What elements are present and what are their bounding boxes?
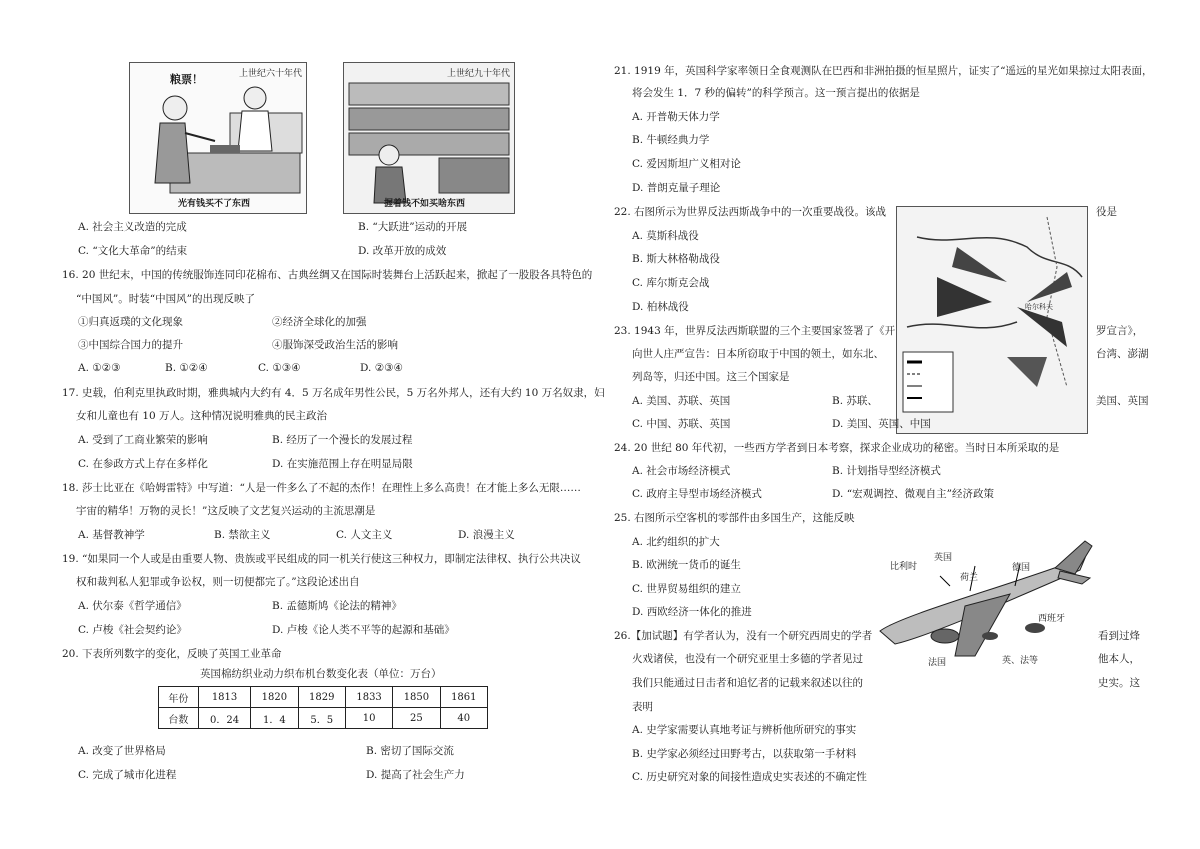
q23-option-d: D. 美国、英国、中国 (832, 418, 931, 430)
q22-option-c: C. 库尔斯克会战 (632, 277, 710, 289)
q23-stem-line3: 列岛等，归还中国。这三个国家是 (632, 371, 790, 383)
q20-loom-table (158, 686, 488, 729)
table-cell-count: 5．5 (298, 708, 345, 729)
q21-option-c: C. 爱因斯坦广义相对论 (632, 158, 741, 170)
q23-option-c: C. 中国、苏联、英国 (632, 418, 731, 430)
cartoon-right-caption: 握着钱不如买啥东西 (384, 199, 466, 209)
q22-option-d: D. 柏林战役 (632, 301, 689, 313)
q16-option-a: A. ①②③ (78, 362, 121, 374)
table-cell-year: 1850 (393, 687, 440, 708)
q24-option-d: D. “宏观调控、微观自主”经济政策 (832, 488, 994, 500)
battle-map-drawing (897, 207, 1087, 433)
q24-option-b: B. 计划指导型经济模式 (832, 465, 941, 477)
table-cell-year: 1833 (345, 687, 392, 708)
table-cell-count: 40 (440, 708, 487, 729)
q18-stem-line2: 宇宙的精华！万物的灵长！”这反映了文艺复兴运动的主流思潮是 (76, 505, 376, 517)
q26-option-b: B. 史学家必须经过田野考古，以获取第一手材料 (632, 748, 857, 760)
q19-option-d: D. 卢梭《论人类不平等的起源和基础》 (272, 624, 455, 636)
table-cell-year: 1813 (198, 687, 250, 708)
q15-option-a: A. 社会主义改造的完成 (78, 221, 187, 233)
q20-stem: 20. 下表所列数字的变化，反映了英国工业革命 (62, 648, 282, 660)
q16-statement-2: ②经济全球化的加强 (272, 316, 367, 328)
q26-stem-line4: 表明 (632, 701, 653, 713)
q18-option-c: C. 人文主义 (336, 529, 393, 541)
q19-option-a: A. 伏尔泰《哲学通信》 (78, 600, 187, 612)
cartoon-right-drawing (344, 63, 514, 213)
cartoon-left-speech: 粮票！ (170, 73, 203, 86)
q15-option-c: C. “文化大革命”的结束 (78, 245, 188, 257)
battle-map-city-label: 哈尔科夫 (1025, 303, 1053, 311)
q26-stem-line3-part1: 我们只能通过日击者和追忆者的记载来叙述以往的 (632, 677, 863, 689)
q26-stem-line2-part2: 他本人， (1098, 653, 1140, 665)
q25-option-d: D. 西欧经济一体化的推进 (632, 606, 752, 618)
q23-stem-line2-part2: 台湾、澎湖 (1096, 348, 1149, 360)
airbus-label-belgium: 比利时 (890, 562, 918, 572)
q23-stem-line1-part2: 罗宣言》， (1096, 325, 1144, 337)
q26-stem-line1-part1: 26.【加试题】有学者认为，没有一个研究西周史的学者 (614, 630, 873, 642)
airbus-label-uk: 英国 (934, 553, 953, 563)
q18-stem-line1: 18. 莎士比亚在《哈姆雷特》中写道：“人是一件多么了不起的杰作！在理性上多么高贵！在才能上多么无限…… (62, 482, 581, 494)
airbus-label-germany: 德国 (1012, 563, 1031, 573)
q22-stem-part1: 22. 右图所示为世界反法西斯战争中的一次重要战役。该战 (614, 206, 887, 218)
q16-statement-4: ④服饰深受政治生活的影响 (272, 339, 398, 351)
q21-stem-line2: 将会发生 1．7 秒的偏转”的科学预言。这一预言提出的依据是 (632, 87, 920, 99)
q21-option-d: D. 普朗克量子理论 (632, 182, 721, 194)
q15-option-b: B. “大跃进”运动的开展 (358, 221, 468, 233)
cartoon-left-caption: 光有钱买不了东西 (178, 199, 251, 209)
q16-option-c: C. ①③④ (258, 362, 301, 374)
q17-option-d: D. 在实施范围上存在明显局限 (272, 458, 413, 470)
q18-option-d: D. 浪漫主义 (458, 529, 515, 541)
q17-option-b: B. 经历了一个漫长的发展过程 (272, 434, 413, 446)
q20-option-d: D. 提高了社会生产力 (366, 769, 465, 781)
table-row (159, 687, 488, 708)
q23-option-b: B. 苏联、 (832, 395, 878, 407)
q26-stem-line3-part2: 史实。这 (1098, 677, 1140, 689)
q26-stem-line1-part2: 看到过烽 (1098, 630, 1140, 642)
table-cell-count: 10 (345, 708, 392, 729)
table-cell-year: 1820 (251, 687, 298, 708)
q21-stem-line1: 21. 1919 年，英国科学家率领日全食观测队在巴西和非洲拍摄的恒星照片，证实了“遥远的星光如果掠过太阳表面， (614, 65, 1153, 77)
q16-stem-line2: “中国风”。时装“中国风”的出现反映了 (76, 293, 255, 305)
q24-option-c: C. 政府主导型市场经济模式 (632, 488, 762, 500)
cartoon-right (343, 62, 515, 214)
q22-stem-part2: 役是 (1096, 206, 1117, 218)
q20-option-a: A. 改变了世界格局 (78, 745, 166, 757)
airbus-label-netherlands: 荷兰 (960, 573, 979, 583)
q21-option-a: A. 开普勒天体力学 (632, 111, 720, 123)
q18-option-b: B. 禁欲主义 (214, 529, 271, 541)
q19-stem-line1: 19. “如果同一个人或是由重要人物、贵族或平民组成的同一机关行使这三种权力，即制定法律权、执行公共决议 (62, 553, 581, 565)
q16-statement-3: ③中国综合国力的提升 (78, 339, 183, 351)
q23-stem-line2-part1: 向世人庄严宣告：日本所窃取于中国的领土，如东北、 (632, 348, 884, 360)
q19-option-b: B. 孟德斯鸠《论法的精神》 (272, 600, 402, 612)
table-row (159, 708, 488, 729)
cartoon-left (129, 62, 307, 214)
table-cell-count: 25 (393, 708, 440, 729)
q25-option-b: B. 欧洲统一货币的诞生 (632, 559, 741, 571)
cartoon-left-tag: 上世纪六十年代 (238, 69, 302, 79)
q24-option-a: A. 社会市场经济模式 (632, 465, 731, 477)
q22-option-b: B. 斯大林格勒战役 (632, 253, 720, 265)
q21-option-b: B. 牛顿经典力学 (632, 134, 710, 146)
q23-option-b-cont: 美国、英国 (1096, 395, 1149, 407)
q16-option-b: B. ①②④ (165, 362, 208, 374)
table-row-label: 台数 (159, 708, 199, 729)
q25-option-a: A. 北约组织的扩大 (632, 536, 720, 548)
table-row-label: 年份 (159, 687, 199, 708)
airbus-label-uk-france: 英、法等 (1002, 656, 1039, 666)
q20-table-title: 英国棉纺织业动力织布机台数变化表（单位：万台） (200, 668, 442, 680)
airbus-drawing (870, 536, 1098, 666)
q17-stem-line1: 17. 史载，伯利克里执政时期，雅典城内大约有 4．5 万名成年男性公民，5 万名外邦人，还有大约 10 万名奴隶，妇 (62, 387, 605, 399)
q16-statement-1: ①归真返璞的文化现象 (78, 316, 183, 328)
q23-stem-line1-part1: 23. 1943 年，世界反法西斯联盟的三个主要国家签署了《开 (614, 325, 896, 337)
q23-option-a: A. 美国、苏联、英国 (632, 395, 731, 407)
q19-stem-line2: 权和裁判私人犯罪或争讼权，则一切便都完了。”这段论述出自 (76, 576, 360, 588)
q26-option-a: A. 史学家需要认真地考证与辨析他所研究的事实 (632, 724, 857, 736)
q26-stem-line2-part1: 火戏诸侯，也没有一个研究亚里士多德的学者见过 (632, 653, 863, 665)
table-cell-year: 1829 (298, 687, 345, 708)
q16-stem-line1: 16. 20 世纪末，中国的传统服饰连同印花棉布、古典丝绸又在国际时装舞台上活跃起来，掀起了一股股各具特色的 (62, 269, 593, 281)
q25-stem: 25. 右图所示空客机的零部件由多国生产，这能反映 (614, 512, 855, 524)
q17-option-c: C. 在参政方式上存在多样化 (78, 458, 208, 470)
q16-option-d: D. ②③④ (360, 362, 403, 374)
q15-option-d: D. 改革开放的成效 (358, 245, 447, 257)
q25-option-c: C. 世界贸易组织的建立 (632, 583, 741, 595)
battle-map (896, 206, 1088, 434)
table-cell-count: 0．24 (198, 708, 250, 729)
cartoon-right-tag: 上世纪九十年代 (446, 69, 510, 79)
q18-option-a: A. 基督教神学 (78, 529, 145, 541)
q20-option-b: B. 密切了国际交流 (366, 745, 454, 757)
q17-stem-line2: 女和儿童也有 10 万人。这种情况说明雅典的民主政治 (76, 410, 328, 422)
table-cell-year: 1861 (440, 687, 487, 708)
airbus-label-france: 法国 (928, 658, 947, 668)
q17-option-a: A. 受到了工商业繁荣的影响 (78, 434, 208, 446)
q26-option-c: C. 历史研究对象的间接性造成史实表述的不确定性 (632, 771, 867, 783)
q20-option-c: C. 完成了城市化进程 (78, 769, 177, 781)
q24-stem: 24. 20 世纪 80 年代初，一些西方学者到日本考察，探求企业成功的秘密。当时日本所采取的是 (614, 442, 1060, 454)
airbus-label-spain: 西班牙 (1038, 614, 1066, 624)
cartoon-left-drawing (130, 63, 306, 213)
airbus-figure (870, 536, 1098, 666)
q19-option-c: C. 卢梭《社会契约论》 (78, 624, 187, 636)
q22-option-a: A. 莫斯科战役 (632, 230, 699, 242)
table-cell-count: 1．4 (251, 708, 298, 729)
